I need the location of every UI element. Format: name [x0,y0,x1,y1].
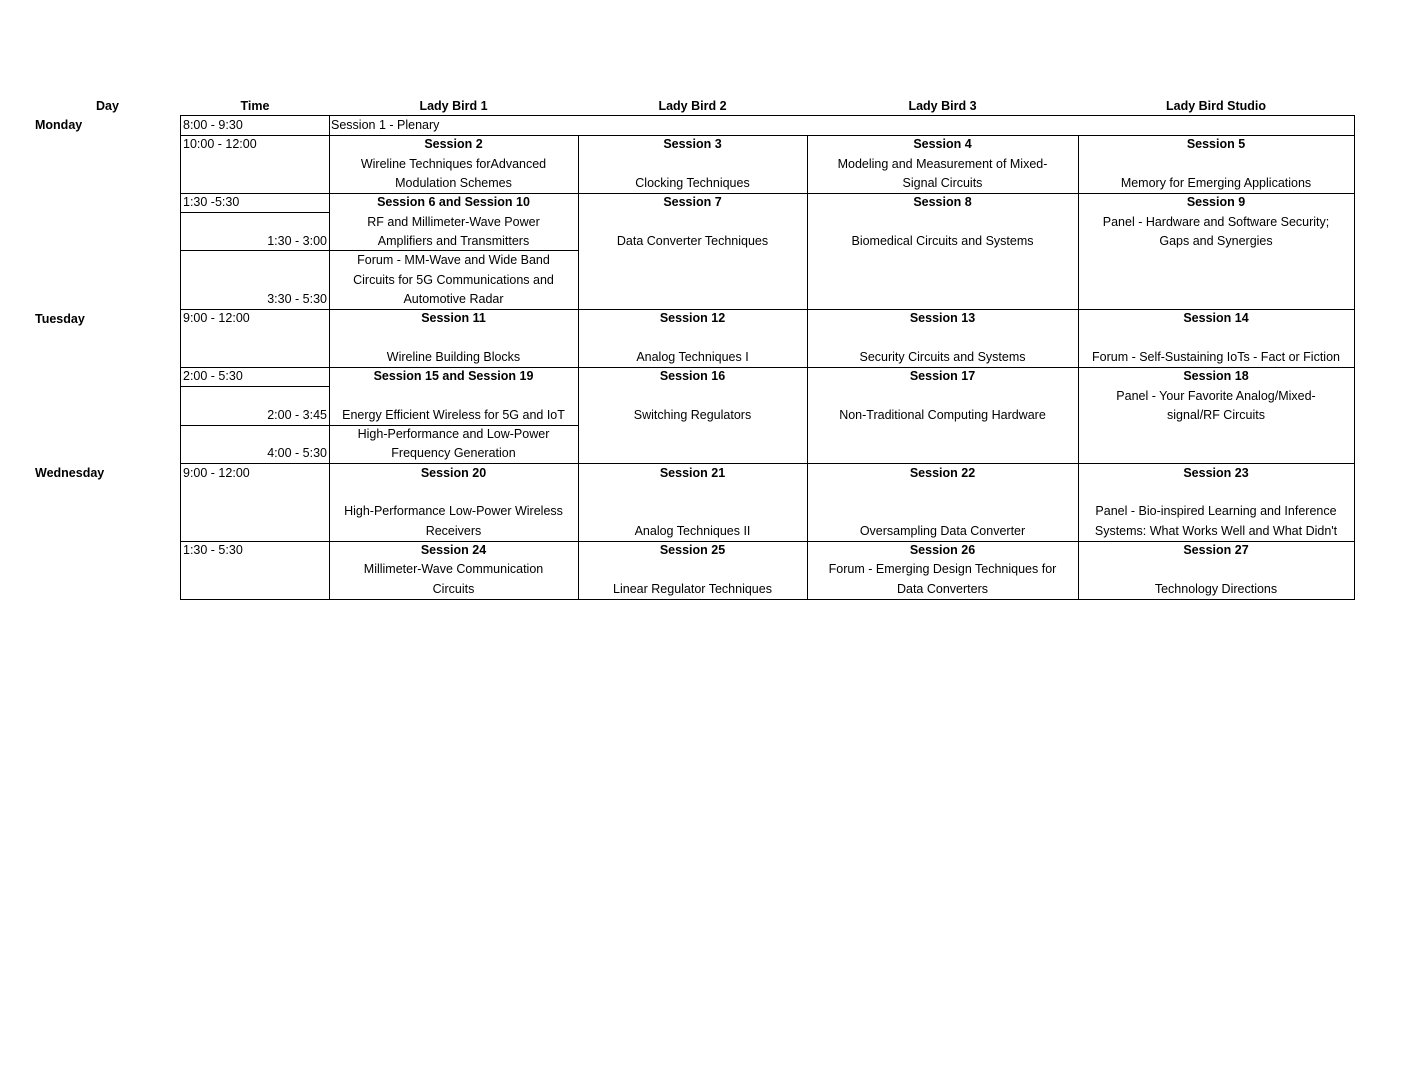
session-24-title-line1: Millimeter-Wave Communication [363,562,544,576]
forum-mmwave-line2: Circuits for 5G Communications and [353,273,554,287]
session-15-19-title: Energy Efficient Wireless for 5G and IoT [342,408,565,422]
session-13-title: Security Circuits and Systems [859,350,1026,364]
session-18-title-line1: Panel - Your Favorite Analog/Mixed- [1116,389,1316,403]
forum-mmwave-line3: Automotive Radar [403,292,504,306]
header-day: Day [96,99,119,113]
session-26-title-line1: Forum - Emerging Design Techniques for [828,562,1057,576]
header-lady-bird-2: Lady Bird 2 [658,99,727,113]
session-18-title-line2: signal/RF Circuits [1167,408,1265,422]
session-16-label: Session 16 [659,369,726,383]
time-wed-pm: 1:30 - 5:30 [183,543,243,557]
session-23-title-line1: Panel - Bio-inspired Learning and Inference [1095,504,1337,518]
session-23-title-line2: Systems: What Works Well and What Didn't [1094,524,1338,538]
session-14-title: Forum - Self-Sustaining IoTs - Fact or Fiction [1092,350,1340,364]
session-24-title-line2: Circuits [432,582,475,596]
day-monday: Monday [35,118,83,132]
session-15-19-label: Session 15 and Session 19 [373,369,534,383]
session-20-title-line2: Receivers [425,524,482,538]
day-tuesday: Tuesday [35,312,85,326]
session-15-19-title2-line1: High-Performance and Low-Power [357,427,550,441]
session-26-title-line2: Data Converters [896,582,988,596]
session-15-19-title2-line2: Frequency Generation [391,446,516,460]
day-wednesday: Wednesday [35,466,105,480]
session-7-label: Session 7 [663,195,722,209]
session-2-title-line1: Wireline Techniques forAdvanced [360,157,547,171]
session-11-label: Session 11 [421,311,486,325]
session-12-label: Session 12 [659,311,726,325]
session-21-title: Analog Techniques II [634,524,751,538]
session-9-label: Session 9 [1186,195,1246,209]
time-mon-am: 10:00 - 12:00 [183,137,257,151]
session-20-label: Session 20 [420,466,487,480]
session-2-title-line2: Modulation Schemes [395,176,512,190]
time-tue-pm: 2:00 - 5:30 [183,369,243,383]
session-22-label: Session 22 [909,466,976,480]
session-18-label: Session 18 [1183,369,1249,383]
session-22-title: Oversampling Data Converter [859,524,1026,538]
session-7-title: Data Converter Techniques [616,234,769,248]
session-6-10-title-line2: Amplifiers and Transmitters [377,234,530,248]
time-mon-pm-a: 1:30 - 3:00 [267,234,327,248]
session-17-label: Session 17 [909,369,976,383]
session-23-label: Session 23 [1183,466,1249,480]
session-3-label: Session 3 [663,137,722,151]
session-6-10-title-line1: RF and Millimeter-Wave Power [367,215,540,229]
session-5-title: Memory for Emerging Applications [1120,176,1312,190]
session-25-label: Session 25 [659,543,726,557]
session-17-title: Non-Traditional Computing Hardware [839,408,1046,422]
session-8-label: Session 8 [913,195,972,209]
session-13-label: Session 13 [909,311,976,325]
session-12-title: Analog Techniques I [636,350,749,364]
session-9-title-line2: Gaps and Synergies [1159,234,1273,248]
time-tue-pm-a: 2:00 - 3:45 [267,408,327,422]
time-tue-am: 9:00 - 12:00 [183,311,250,325]
session-16-title: Switching Regulators [633,408,752,422]
session-8-title: Biomedical Circuits and Systems [851,234,1034,248]
session-2-label: Session 2 [424,137,483,151]
session-11-title: Wireline Building Blocks [386,350,521,364]
session-20-title-line1: High-Performance Low-Power Wireless [344,504,563,518]
time-mon-pm: 1:30 -5:30 [183,195,240,209]
time-wed-am: 9:00 - 12:00 [183,466,250,480]
session-25-title: Linear Regulator Techniques [613,582,772,596]
time-mon-pm-b: 3:30 - 5:30 [267,292,327,306]
time-tue-pm-b: 4:00 - 5:30 [267,446,327,460]
session-27-label: Session 27 [1183,543,1249,557]
header-lady-bird-3: Lady Bird 3 [908,99,977,113]
header-time: Time [240,99,270,113]
session-4-label: Session 4 [913,137,972,151]
forum-mmwave-line1: Forum - MM-Wave and Wide Band [357,253,550,267]
session-4-title-line2: Signal Circuits [902,176,983,190]
session-26-label: Session 26 [909,543,976,557]
session-24-label: Session 24 [420,543,487,557]
session-3-title: Clocking Techniques [635,176,750,190]
session-9-title-line1: Panel - Hardware and Software Security; [1102,215,1330,229]
session-14-label: Session 14 [1183,311,1249,325]
time-mon-plenary: 8:00 - 9:30 [183,118,243,132]
session-1-plenary: Session 1 - Plenary [331,118,440,132]
session-27-title: Technology Directions [1154,582,1278,596]
header-lady-bird-1: Lady Bird 1 [419,99,488,113]
session-21-label: Session 21 [659,466,726,480]
session-5-label: Session 5 [1186,137,1246,151]
session-4-title-line1: Modeling and Measurement of Mixed- [837,157,1048,171]
session-6-10-label: Session 6 and Session 10 [377,195,530,209]
header-lady-bird-studio: Lady Bird Studio [1166,99,1266,113]
